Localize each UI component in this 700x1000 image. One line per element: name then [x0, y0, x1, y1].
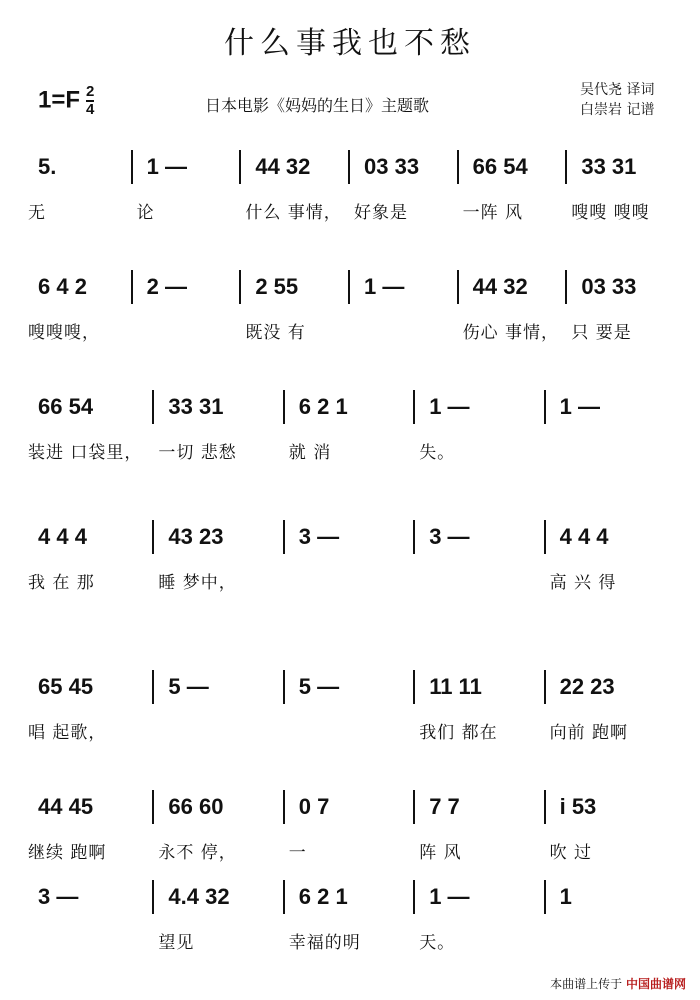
- lyric-text: 论: [136, 203, 155, 223]
- measure-notes: 66 54: [472, 154, 528, 179]
- bar-line: [348, 150, 350, 184]
- lyric-text: 我 在 那: [28, 573, 95, 593]
- notes-row: [28, 790, 680, 830]
- notes-row: [28, 880, 680, 920]
- bar-line: [544, 670, 546, 704]
- lyric-text: 永不 停，: [158, 843, 237, 863]
- measure-notes: 4 4 4: [38, 524, 87, 549]
- time-signature: [86, 84, 94, 118]
- bar-line: [152, 790, 154, 824]
- lyrics-row: [28, 318, 680, 346]
- measure-notes: 1 —: [429, 884, 470, 909]
- bar-line: [565, 150, 567, 184]
- measure-notes: i 53: [559, 794, 597, 819]
- bar-line: [457, 150, 459, 184]
- lyric-text: 继续 跑啊: [28, 843, 107, 863]
- lyric-text: 嗖嗖 嗖嗖: [571, 203, 650, 223]
- measure-notes: 3 —: [429, 524, 470, 549]
- lyrics-row: [28, 568, 680, 596]
- bar-line: [152, 520, 154, 554]
- bar-line: [413, 790, 415, 824]
- lyric-text: 天。: [419, 933, 456, 953]
- measure-notes: 65 45: [38, 674, 94, 699]
- bar-line: [283, 670, 285, 704]
- score-line: [0, 150, 700, 260]
- lyrics-row: [28, 838, 680, 866]
- notes-row: [28, 270, 680, 310]
- measure-notes: 0 7: [298, 794, 330, 819]
- bar-line: [413, 520, 415, 554]
- bar-line: [413, 390, 415, 424]
- notes-row: [28, 390, 680, 430]
- measure-notes: 4 4 4: [559, 524, 609, 549]
- notation-credit: 白崇岩 记谱: [580, 102, 655, 118]
- measure-notes: 44 45: [38, 794, 94, 819]
- lyric-text: 唱 起歌，: [28, 723, 107, 743]
- lyric-text: 一: [288, 843, 307, 863]
- lyric-text: 无: [28, 203, 46, 223]
- score-line: [0, 670, 700, 780]
- bar-line: [131, 150, 133, 184]
- measure-notes: 03 33: [581, 274, 637, 299]
- measure-notes: 33 31: [581, 154, 637, 179]
- measure-notes: 1 —: [429, 394, 470, 419]
- measure-notes: 1 —: [364, 274, 405, 299]
- bar-line: [544, 880, 546, 914]
- lyric-text: 阵 风: [419, 843, 462, 863]
- bar-line: [283, 880, 285, 914]
- time-top: 2: [86, 83, 95, 100]
- measure-notes: 3 —: [38, 884, 79, 909]
- measure-notes: 1 —: [559, 394, 600, 419]
- bar-line: [544, 390, 546, 424]
- lyric-text: 装进 口袋里，: [28, 443, 143, 463]
- key-signature: [38, 84, 94, 118]
- measure-notes: 3 —: [298, 524, 340, 549]
- bar-line: [152, 390, 154, 424]
- footer: [550, 975, 686, 992]
- notes-row: [28, 150, 680, 190]
- lyricist-credit: 吴代尧 译词: [580, 82, 655, 98]
- measure-notes: 4.4 32: [168, 884, 230, 909]
- measure-notes: 6 2 1: [298, 394, 348, 419]
- bar-line: [348, 270, 350, 304]
- lyric-text: 望见: [158, 933, 195, 953]
- lyrics-row: [28, 198, 680, 226]
- lyric-text: 就 消: [288, 443, 332, 463]
- bar-line: [283, 390, 285, 424]
- bar-line: [544, 520, 546, 554]
- measure-notes: 66 60: [168, 794, 224, 819]
- lyric-text: 一阵 风: [462, 203, 524, 223]
- footer-prefix: 本曲谱上传于: [550, 977, 623, 991]
- bar-line: [413, 670, 415, 704]
- measure-notes: 1 —: [146, 154, 188, 179]
- bar-line: [152, 670, 154, 704]
- notes-row: [28, 670, 680, 710]
- measure-notes: 1: [559, 884, 572, 909]
- measure-notes: 44 32: [472, 274, 528, 299]
- key-label: 1=F: [38, 86, 81, 114]
- bar-line: [152, 880, 154, 914]
- measure-notes: 2 —: [146, 274, 188, 299]
- lyrics-row: [28, 438, 680, 466]
- lyrics-row: [28, 718, 680, 746]
- bar-line: [131, 270, 133, 304]
- bar-line: [544, 790, 546, 824]
- lyric-text: 只 要是: [571, 323, 632, 343]
- measure-notes: 2 55: [255, 274, 299, 299]
- measure-notes: 66 54: [38, 394, 94, 419]
- score-line: [0, 390, 700, 500]
- credits: [580, 80, 654, 120]
- subtitle: 日本电影《妈妈的生日》主题歌: [205, 96, 430, 115]
- measure-notes: 33 31: [168, 394, 224, 419]
- song-title: 什么事我也不愁: [224, 26, 476, 61]
- bar-line: [239, 270, 241, 304]
- measure-notes: 11 11: [429, 674, 482, 699]
- measure-notes: 7 7: [429, 794, 460, 819]
- bar-line: [283, 520, 285, 554]
- measure-notes: 44 32: [255, 154, 311, 179]
- notes-row: [28, 520, 680, 560]
- bar-line: [283, 790, 285, 824]
- time-bottom: 4: [86, 101, 95, 118]
- measure-notes: 03 33: [364, 154, 420, 179]
- lyric-text: 一切 悲愁: [158, 443, 237, 463]
- bar-line: [239, 150, 241, 184]
- lyric-text: 幸福的明: [288, 933, 361, 953]
- lyric-text: 吹 过: [549, 843, 592, 863]
- measure-notes: 5 —: [168, 674, 209, 699]
- lyric-text: 什么 事情，: [245, 203, 342, 223]
- footer-brand: 中国曲谱网: [625, 977, 686, 991]
- measure-notes: 22 23: [559, 674, 615, 699]
- lyric-text: 高 兴 得: [549, 573, 617, 593]
- bar-line: [413, 880, 415, 914]
- lyric-text: 嗖嗖嗖，: [28, 323, 100, 343]
- lyric-text: 好象是: [354, 203, 408, 223]
- lyrics-row: [28, 928, 680, 956]
- score-line: [0, 880, 700, 990]
- lyric-text: 向前 跑啊: [549, 723, 628, 743]
- measure-notes: 6 4 2: [38, 274, 87, 299]
- bar-line: [457, 270, 459, 304]
- measure-notes: 43 23: [168, 524, 224, 549]
- lyric-text: 失。: [419, 443, 456, 463]
- lyric-text: 我们 都在: [419, 723, 498, 743]
- lyric-text: 既没 有: [245, 323, 306, 343]
- score-line: [0, 270, 700, 380]
- measure-notes: 5.: [38, 154, 57, 179]
- lyric-text: 伤心 事情，: [462, 323, 560, 343]
- score-line: [0, 520, 700, 630]
- bar-line: [565, 270, 567, 304]
- measure-notes: 6 2 1: [298, 884, 348, 909]
- lyric-text: 睡 梦中，: [158, 573, 237, 593]
- measure-notes: 5 —: [298, 674, 340, 699]
